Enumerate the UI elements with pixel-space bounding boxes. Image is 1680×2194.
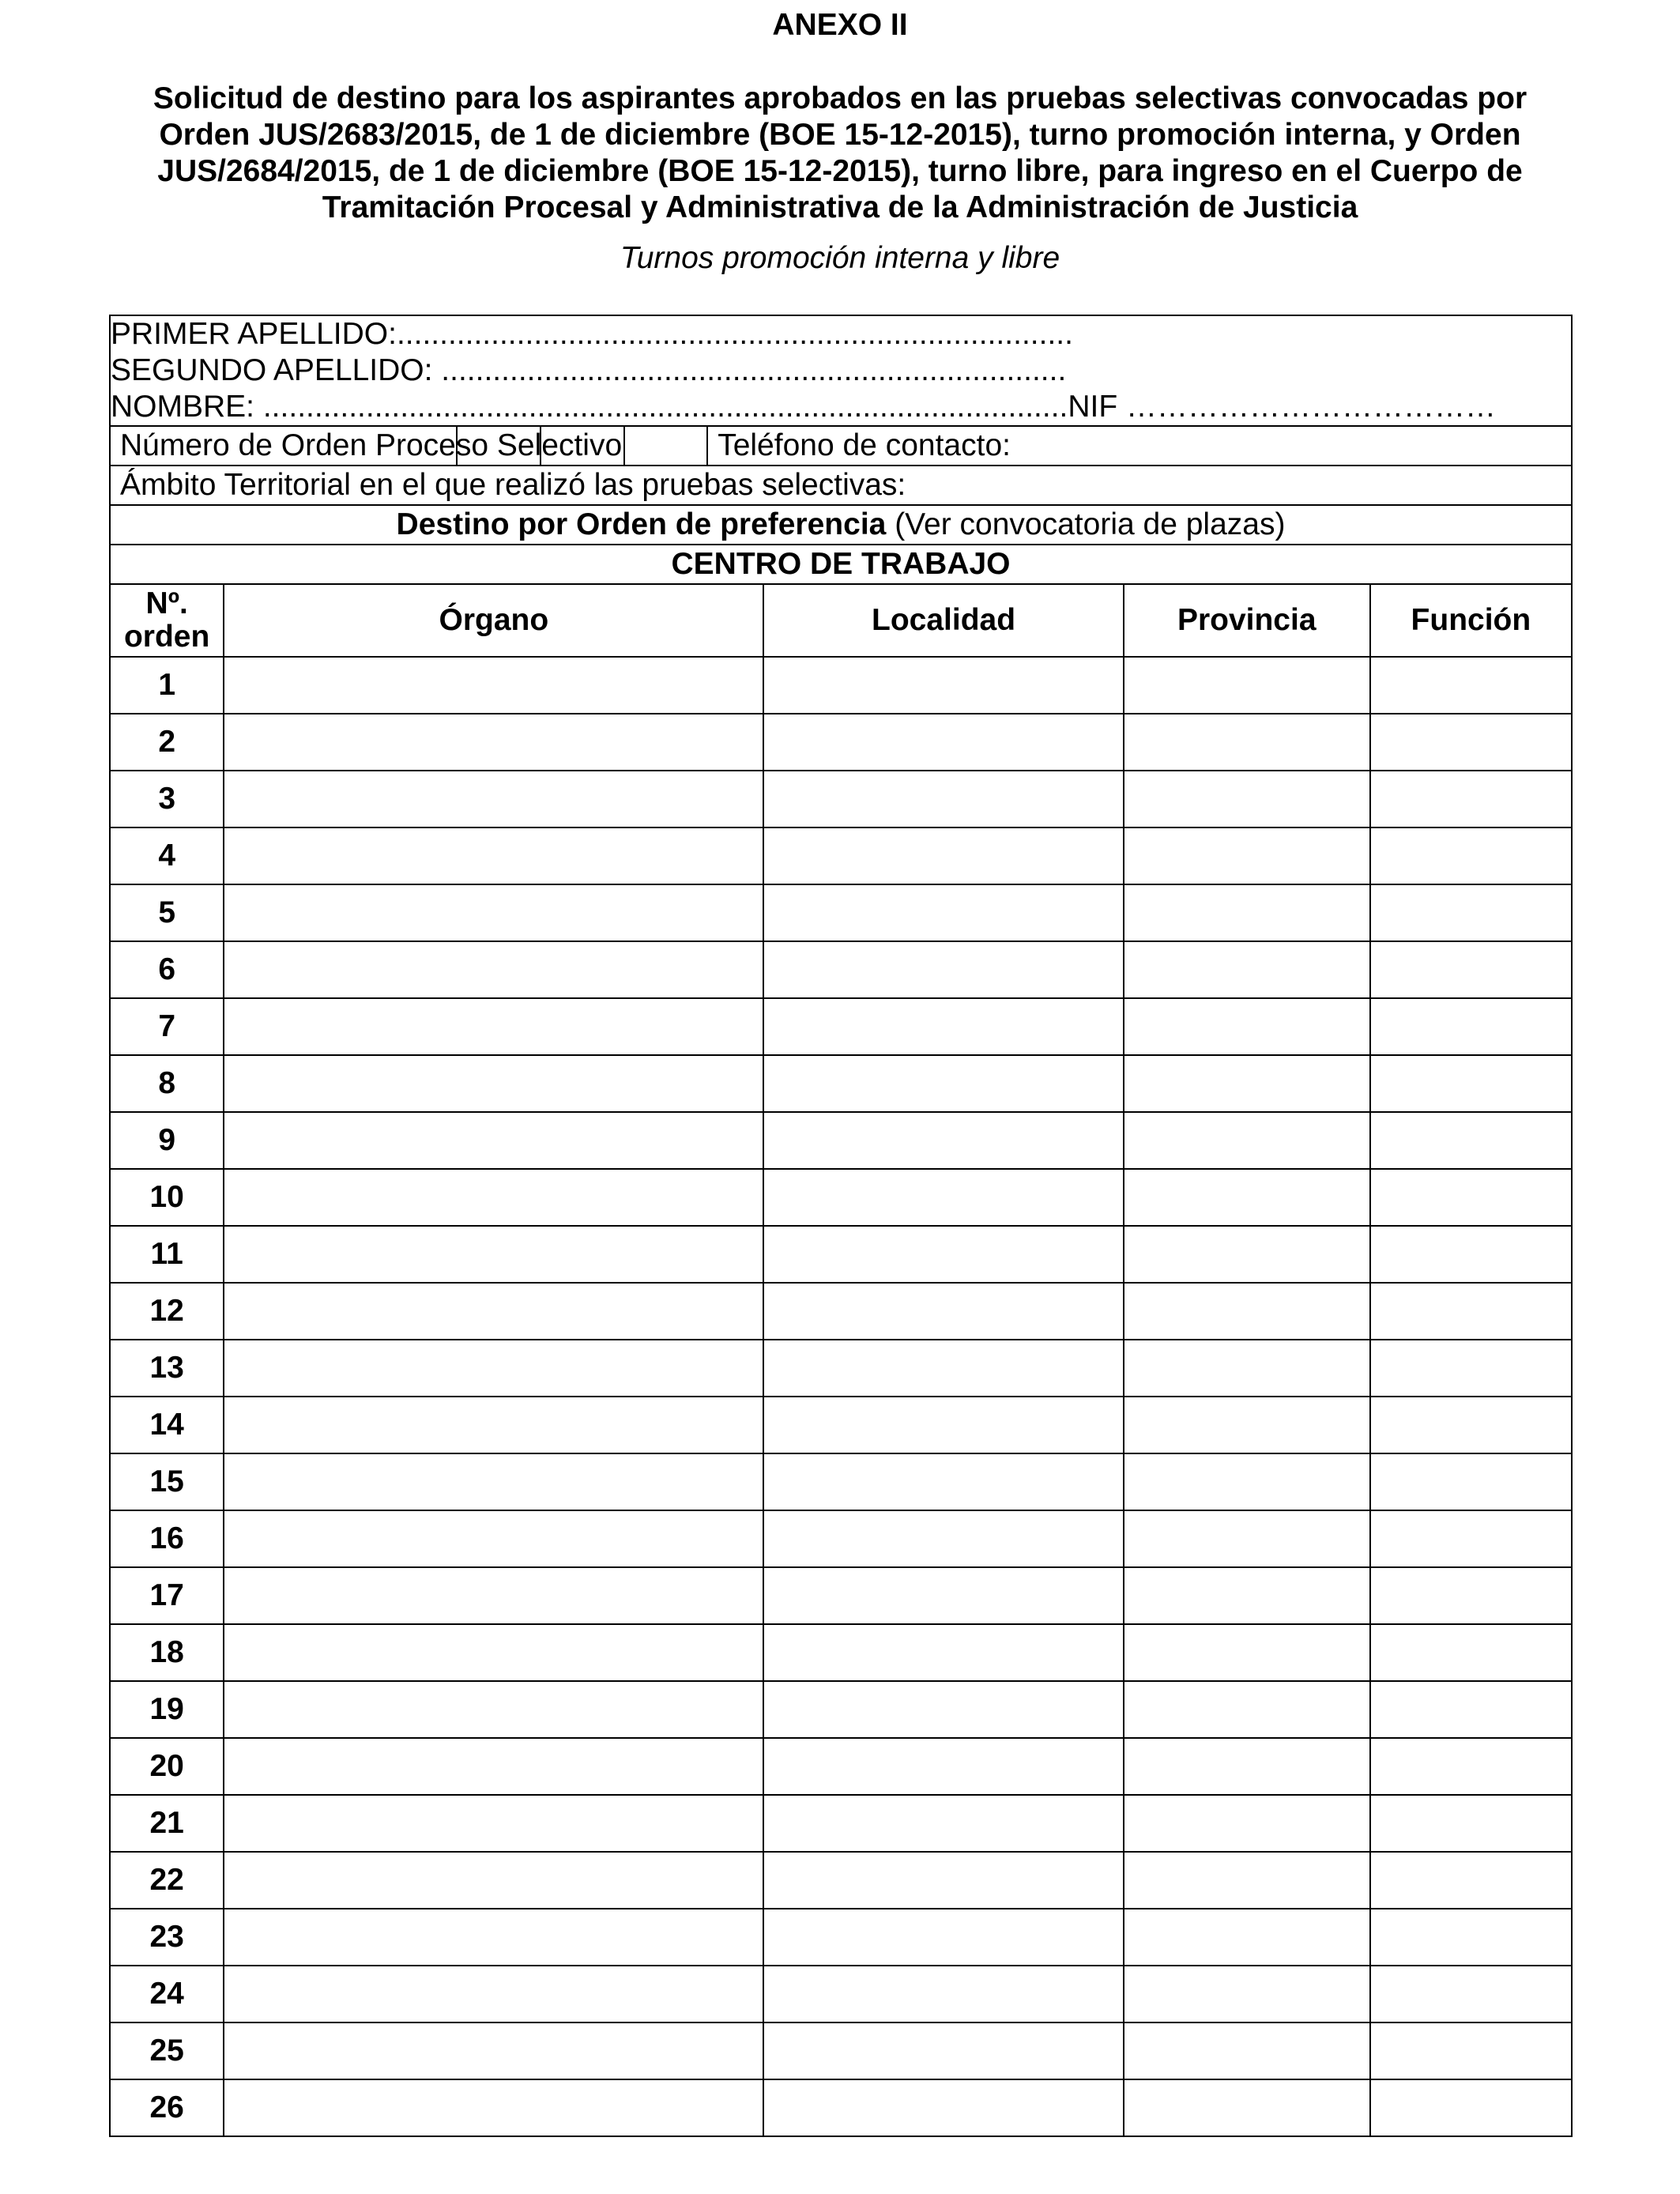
row-number: 12 <box>110 1283 224 1340</box>
personal-data-cell <box>110 315 1572 426</box>
table-row <box>110 1510 1572 1567</box>
localidad-cell[interactable] <box>763 771 1123 827</box>
provincia-cell[interactable] <box>1124 1055 1370 1112</box>
table-row <box>110 1738 1572 1795</box>
row-number: 7 <box>110 998 224 1055</box>
provincia-cell[interactable] <box>1124 1453 1370 1510</box>
territorial-row <box>110 466 1572 505</box>
row-number: 2 <box>110 714 224 771</box>
organo-cell[interactable] <box>224 1055 763 1112</box>
funcion-cell[interactable] <box>1370 1510 1572 1567</box>
provincia-cell[interactable] <box>1124 1226 1370 1283</box>
organo-cell[interactable] <box>224 998 763 1055</box>
row-number: 20 <box>110 1738 224 1795</box>
provincia-cell[interactable] <box>1124 657 1370 714</box>
organo-cell[interactable] <box>224 714 763 771</box>
localidad-cell[interactable] <box>763 1340 1123 1397</box>
organo-cell[interactable] <box>224 1681 763 1738</box>
funcion-cell[interactable] <box>1370 2079 1572 2136</box>
row-number: 16 <box>110 1510 224 1567</box>
table-row <box>110 657 1572 714</box>
localidad-cell[interactable] <box>763 1226 1123 1283</box>
column-header-organo: Órgano <box>224 584 763 657</box>
column-header-order: Nº. orden <box>110 584 224 657</box>
localidad-cell[interactable] <box>763 827 1123 884</box>
row-number: 24 <box>110 1966 224 2022</box>
table-row <box>110 884 1572 941</box>
organo-cell[interactable] <box>224 827 763 884</box>
row-number: 21 <box>110 1795 224 1852</box>
table-row <box>110 1681 1572 1738</box>
funcion-cell[interactable] <box>1370 1681 1572 1738</box>
localidad-cell[interactable] <box>763 1567 1123 1624</box>
organo-cell[interactable] <box>224 1909 763 1966</box>
annex-title: ANEXO II <box>772 8 908 42</box>
table-row <box>110 1909 1572 1966</box>
localidad-cell[interactable] <box>763 1681 1123 1738</box>
provincia-cell[interactable] <box>1124 1738 1370 1795</box>
row-number: 25 <box>110 2022 224 2079</box>
localidad-cell[interactable] <box>763 1112 1123 1169</box>
process-order-label: Número de Orden Proceso Selectivo <box>110 426 457 466</box>
provincia-cell[interactable] <box>1124 771 1370 827</box>
organo-cell[interactable] <box>224 1567 763 1624</box>
funcion-cell[interactable] <box>1370 941 1572 998</box>
organo-cell[interactable] <box>224 1795 763 1852</box>
funcion-cell[interactable] <box>1370 884 1572 941</box>
row-number: 9 <box>110 1112 224 1169</box>
provincia-cell[interactable] <box>1124 1966 1370 2022</box>
localidad-cell[interactable] <box>763 657 1123 714</box>
localidad-cell[interactable] <box>763 1624 1123 1681</box>
funcion-cell[interactable] <box>1370 1055 1572 1112</box>
row-number: 5 <box>110 884 224 941</box>
funcion-cell[interactable] <box>1370 1852 1572 1909</box>
organo-cell[interactable] <box>224 1852 763 1909</box>
table-row <box>110 1226 1572 1283</box>
work-center-row <box>110 545 1572 584</box>
row-number: 4 <box>110 827 224 884</box>
localidad-cell[interactable] <box>763 1795 1123 1852</box>
funcion-cell[interactable] <box>1370 1283 1572 1340</box>
funcion-cell[interactable] <box>1370 1340 1572 1397</box>
provincia-cell[interactable] <box>1124 2079 1370 2136</box>
funcion-cell[interactable] <box>1370 1567 1572 1624</box>
organo-cell[interactable] <box>224 1966 763 2022</box>
organo-cell[interactable] <box>224 941 763 998</box>
funcion-cell[interactable] <box>1370 1169 1572 1226</box>
table-row <box>110 1340 1572 1397</box>
provincia-cell[interactable] <box>1124 941 1370 998</box>
organo-cell[interactable] <box>224 657 763 714</box>
row-number: 19 <box>110 1681 224 1738</box>
provincia-cell[interactable] <box>1124 1681 1370 1738</box>
provincia-cell[interactable] <box>1124 1112 1370 1169</box>
organo-cell[interactable] <box>224 2079 763 2136</box>
localidad-cell[interactable] <box>763 1510 1123 1567</box>
funcion-cell[interactable] <box>1370 771 1572 827</box>
personal-data-row <box>110 315 1572 426</box>
row-number: 18 <box>110 1624 224 1681</box>
localidad-cell[interactable] <box>763 1283 1123 1340</box>
table-row <box>110 827 1572 884</box>
provincia-cell[interactable] <box>1124 1169 1370 1226</box>
provincia-cell[interactable] <box>1124 1397 1370 1453</box>
organo-cell[interactable] <box>224 884 763 941</box>
row-number: 14 <box>110 1397 224 1453</box>
provincia-cell[interactable] <box>1124 2022 1370 2079</box>
column-header-row <box>110 584 1572 657</box>
organo-cell[interactable] <box>224 1169 763 1226</box>
localidad-cell[interactable] <box>763 1966 1123 2022</box>
provincia-cell[interactable] <box>1124 1340 1370 1397</box>
row-number: 23 <box>110 1909 224 1966</box>
localidad-cell[interactable] <box>763 1169 1123 1226</box>
row-number: 6 <box>110 941 224 998</box>
localidad-cell[interactable] <box>763 714 1123 771</box>
territorial-field[interactable]: Ámbito Territorial en el que realizó las pruebas selectivas: <box>110 466 1572 505</box>
table-row <box>110 2022 1572 2079</box>
localidad-cell[interactable] <box>763 2022 1123 2079</box>
provincia-cell[interactable] <box>1124 1624 1370 1681</box>
table-row <box>110 2079 1572 2136</box>
funcion-cell[interactable] <box>1370 1112 1572 1169</box>
organo-cell[interactable] <box>224 1340 763 1397</box>
table-row <box>110 1169 1572 1226</box>
form-subject: Solicitud de destino para los aspirantes aprobados en las pruebas selectivas convocadas por Orden JUS/2683/2015, de 1 de diciembre (BOE 15-12-2015), turno promoción interna, y Orden JUS/2684/2015, de 1 de diciembre (BOE 15-12-2015), turno libre, para ingreso en el Cuerpo de Tramitación Procesal y Administrativa de la Administración de Justicia <box>153 81 1527 224</box>
provincia-cell[interactable] <box>1124 1852 1370 1909</box>
funcion-cell[interactable] <box>1370 1738 1572 1795</box>
organo-cell[interactable] <box>224 1738 763 1795</box>
localidad-cell[interactable] <box>763 1453 1123 1510</box>
funcion-cell[interactable] <box>1370 1453 1572 1510</box>
row-number: 26 <box>110 2079 224 2136</box>
table-row <box>110 714 1572 771</box>
destination-heading <box>110 505 1572 545</box>
localidad-cell[interactable] <box>763 2079 1123 2136</box>
destination-heading-row <box>110 505 1572 545</box>
organo-cell[interactable] <box>224 1226 763 1283</box>
table-row <box>110 941 1572 998</box>
process-order-box-3[interactable] <box>624 426 708 466</box>
table-row <box>110 771 1572 827</box>
funcion-cell[interactable] <box>1370 1624 1572 1681</box>
table-row <box>110 1624 1572 1681</box>
provincia-cell[interactable] <box>1124 998 1370 1055</box>
localidad-cell[interactable] <box>763 998 1123 1055</box>
funcion-cell[interactable] <box>1370 657 1572 714</box>
provincia-cell[interactable] <box>1124 1510 1370 1567</box>
row-number: 8 <box>110 1055 224 1112</box>
provincia-cell[interactable] <box>1124 714 1370 771</box>
localidad-cell[interactable] <box>763 1055 1123 1112</box>
application-form-table <box>109 315 1573 2137</box>
row-number: 17 <box>110 1567 224 1624</box>
localidad-cell[interactable] <box>763 1738 1123 1795</box>
provincia-cell[interactable] <box>1124 827 1370 884</box>
work-center-heading: CENTRO DE TRABAJO <box>110 545 1572 584</box>
name-nif-field[interactable]: NOMBRE: ..............................................................................................NIF ……………………………… <box>111 390 1497 424</box>
organo-cell[interactable] <box>224 771 763 827</box>
destination-heading-bold: Destino por Orden de preferencia <box>396 507 887 541</box>
table-row <box>110 1795 1572 1852</box>
provincia-cell[interactable] <box>1124 1795 1370 1852</box>
phone-field[interactable]: Teléfono de contacto: <box>707 426 1572 466</box>
form-turns: Turnos promoción interna y libre <box>620 241 1060 275</box>
funcion-cell[interactable] <box>1370 998 1572 1055</box>
funcion-cell[interactable] <box>1370 1397 1572 1453</box>
table-row <box>110 1283 1572 1340</box>
funcion-cell[interactable] <box>1370 1226 1572 1283</box>
localidad-cell[interactable] <box>763 1909 1123 1966</box>
organo-cell[interactable] <box>224 1510 763 1567</box>
funcion-cell[interactable] <box>1370 1909 1572 1966</box>
table-row <box>110 998 1572 1055</box>
process-order-row <box>110 426 1572 466</box>
organo-cell[interactable] <box>224 1397 763 1453</box>
table-row <box>110 1112 1572 1169</box>
table-row <box>110 1567 1572 1624</box>
organo-cell[interactable] <box>224 1112 763 1169</box>
column-header-localidad: Localidad <box>763 584 1123 657</box>
provincia-cell[interactable] <box>1124 1567 1370 1624</box>
table-row <box>110 1397 1572 1453</box>
localidad-cell[interactable] <box>763 884 1123 941</box>
row-number: 11 <box>110 1226 224 1283</box>
funcion-cell[interactable] <box>1370 1966 1572 2022</box>
column-header-provincia: Provincia <box>1124 584 1370 657</box>
row-number: 1 <box>110 657 224 714</box>
organo-cell[interactable] <box>224 2022 763 2079</box>
row-number: 10 <box>110 1169 224 1226</box>
first-surname-field[interactable]: PRIMER APELLIDO:............................................................................... <box>111 317 1073 351</box>
localidad-cell[interactable] <box>763 1852 1123 1909</box>
localidad-cell[interactable] <box>763 941 1123 998</box>
second-surname-field[interactable]: SEGUNDO APELLIDO: ......................................................................... <box>111 353 1067 387</box>
row-number: 15 <box>110 1453 224 1510</box>
table-row <box>110 1055 1572 1112</box>
provincia-cell[interactable] <box>1124 1909 1370 1966</box>
funcion-cell[interactable] <box>1370 2022 1572 2079</box>
row-number: 22 <box>110 1852 224 1909</box>
column-header-funcion: Función <box>1370 584 1572 657</box>
organo-cell[interactable] <box>224 1624 763 1681</box>
row-number: 3 <box>110 771 224 827</box>
table-row <box>110 1852 1572 1909</box>
organo-cell[interactable] <box>224 1453 763 1510</box>
row-number: 13 <box>110 1340 224 1397</box>
table-row <box>110 1453 1572 1510</box>
destination-heading-note: (Ver convocatoria de plazas) <box>895 507 1286 541</box>
provincia-cell[interactable] <box>1124 1283 1370 1340</box>
organo-cell[interactable] <box>224 1283 763 1340</box>
funcion-cell[interactable] <box>1370 1795 1572 1852</box>
funcion-cell[interactable] <box>1370 714 1572 771</box>
table-row <box>110 1966 1572 2022</box>
provincia-cell[interactable] <box>1124 884 1370 941</box>
localidad-cell[interactable] <box>763 1397 1123 1453</box>
funcion-cell[interactable] <box>1370 827 1572 884</box>
